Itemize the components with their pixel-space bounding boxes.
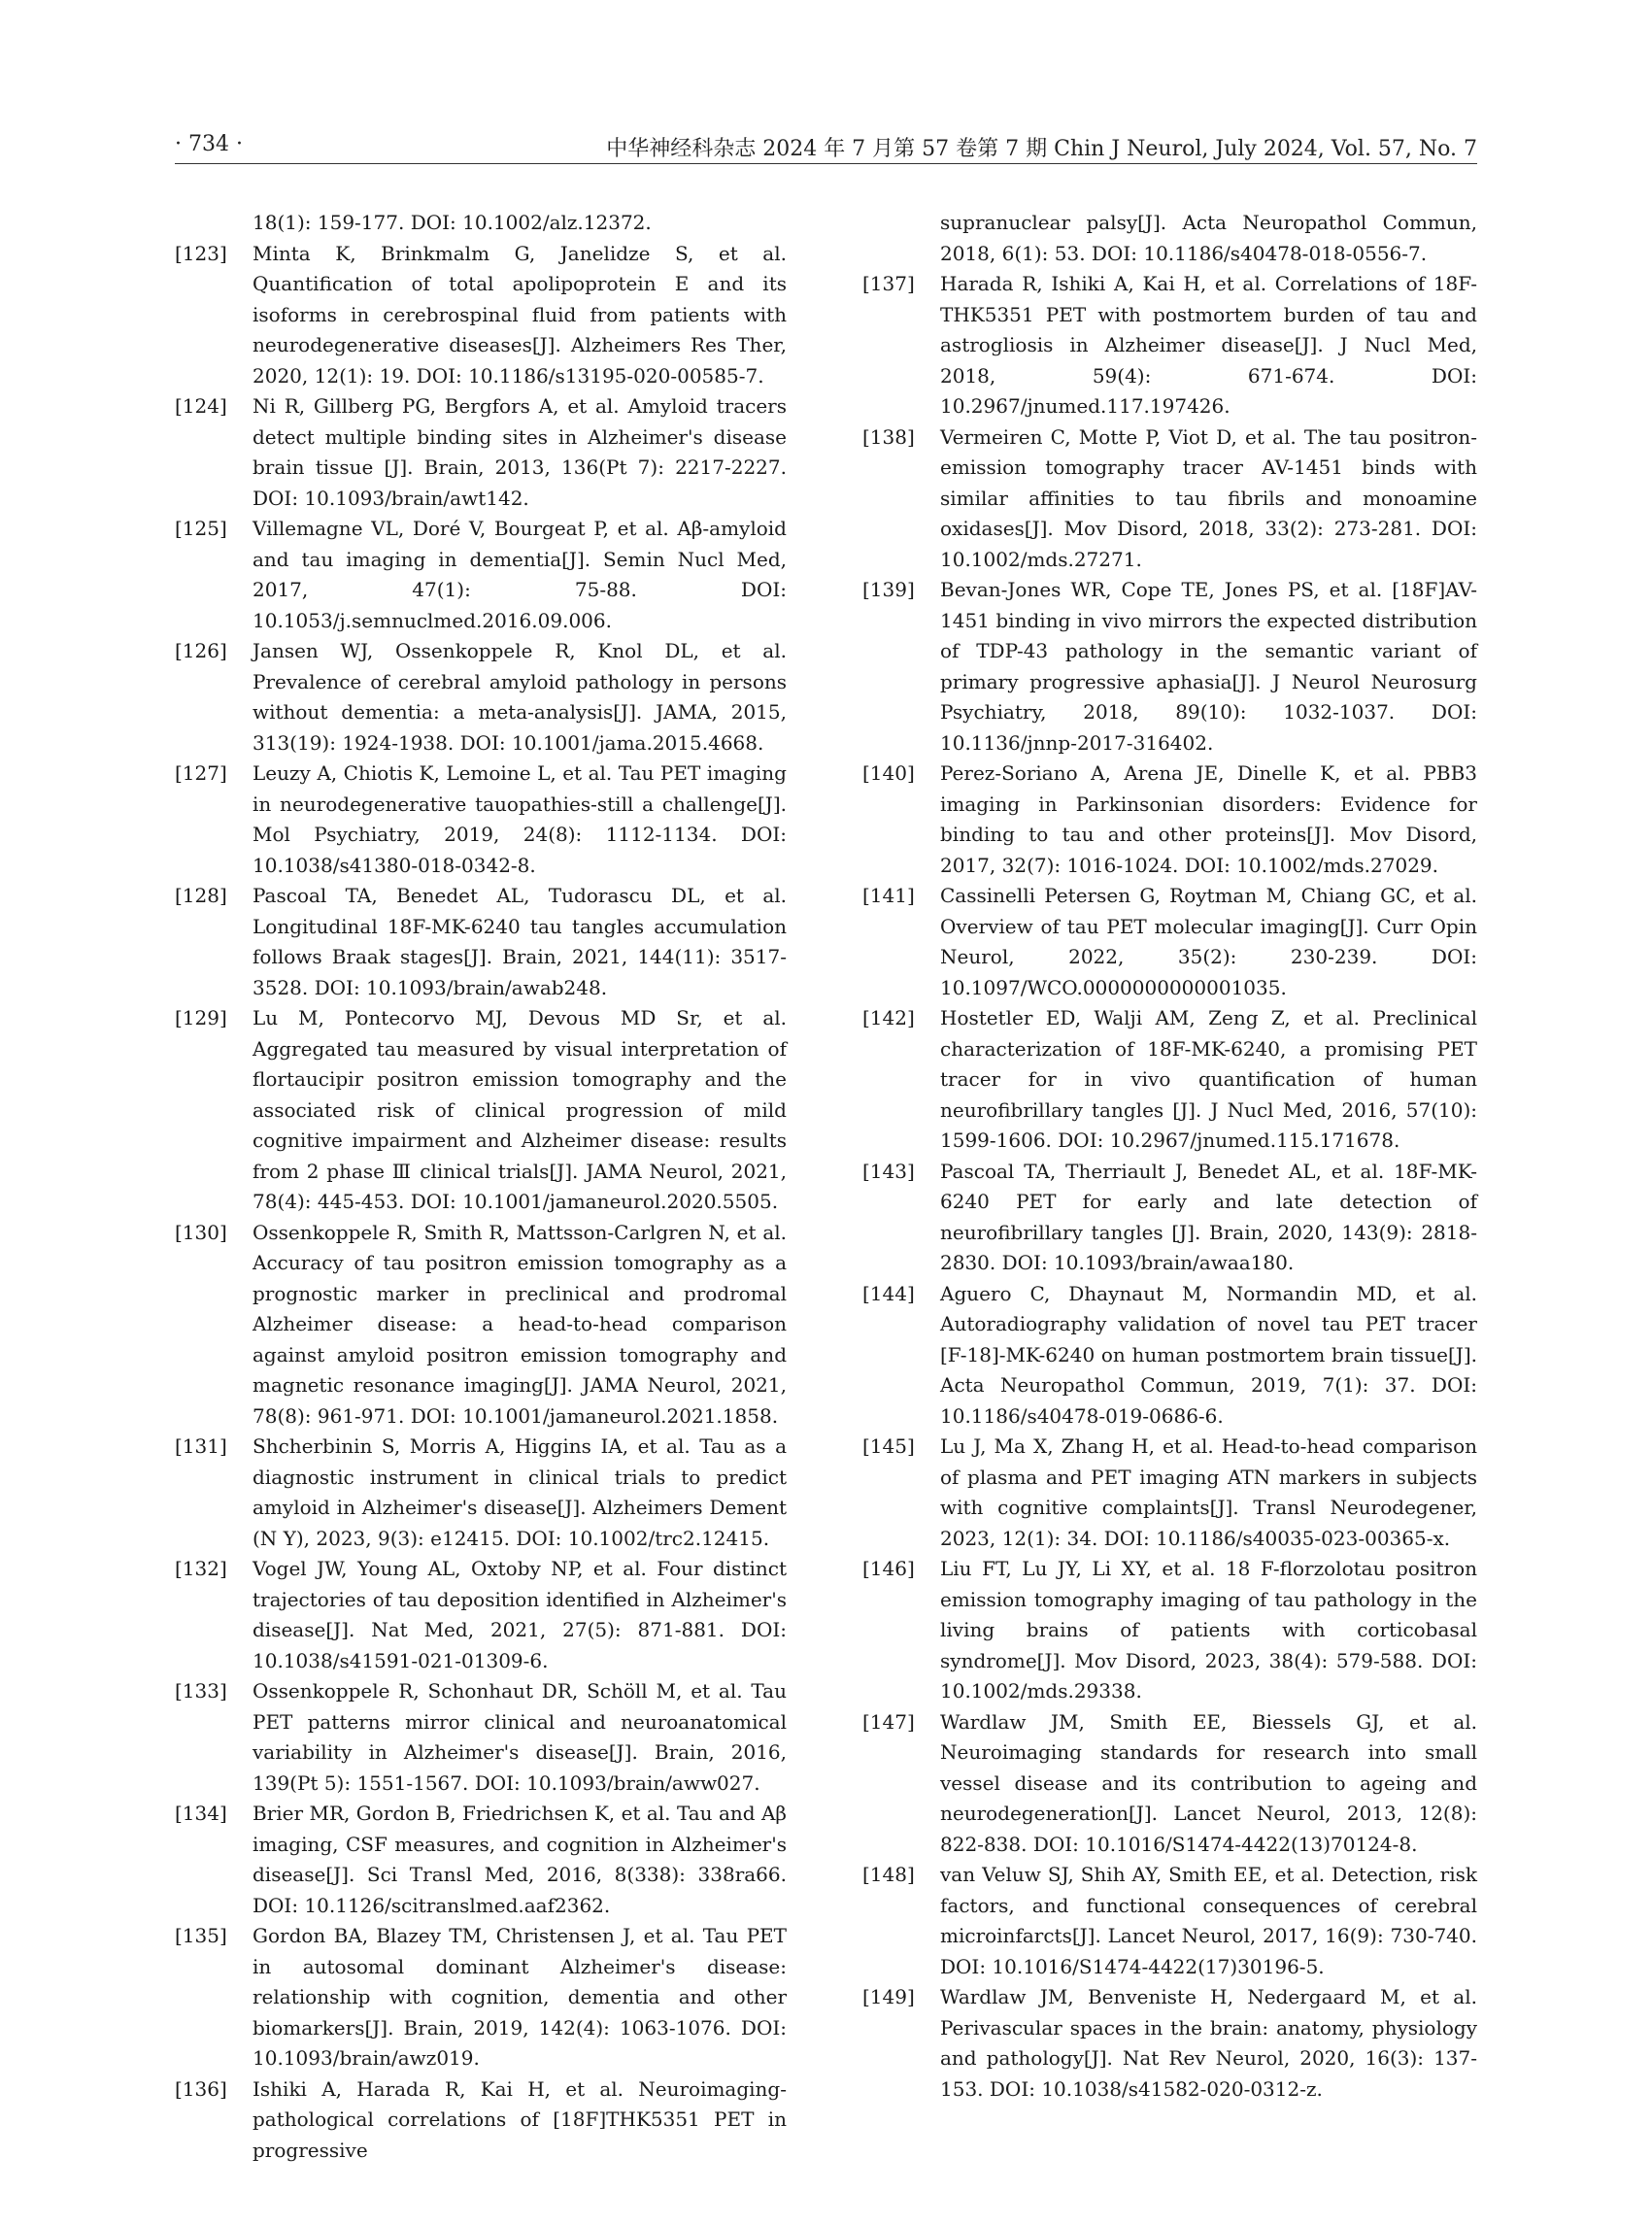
reference-item (175, 759, 787, 881)
reference-text: Brier MR, Gordon B, Friedrichsen K, et al. Tau and Aβ imaging, CSF measures, and cognition in Alzheimer's disease[J]. Sci Transl Med, 2016, 8(338): 338ra66. DOI: 10.1126/scitranslmed.aaf2362. (253, 1802, 787, 1917)
reference-number: [130] (175, 1220, 227, 1244)
reference-number: [134] (175, 1802, 227, 1825)
reference-number: [124] (175, 394, 227, 418)
reference-number: [144] (862, 1281, 915, 1305)
reference-item (175, 1003, 787, 1218)
reference-text: Lu J, Ma X, Zhang H, et al. Head-to-head comparison of plasma and PET imaging ATN markers in subjects with cognitive complaints[J]. Transl Neurodegener, 2023, 12(1): 34. DOI: 10.1186/s40035-023-00365-x. (940, 1434, 1477, 1550)
reference-item (175, 636, 787, 759)
reference-item (175, 1799, 787, 1921)
reference-text: Bevan-Jones WR, Cope TE, Jones PS, et al. [18F]AV-1451 binding in vivo mirrors the expected distribution of TDP-43 pathology in the semantic variant of primary progressive aphasia[J]. J Neurol Neurosurg Psychiatry, 2018, 89(10): 1032-1037. DOI: 10.1136/jnnp-2017-316402. (940, 578, 1477, 755)
reference-number: [131] (175, 1434, 227, 1458)
reference-text: Aguero C, Dhaynaut M, Normandin MD, et al. Autoradiography validation of novel tau PET tracer [F-18]-MK-6240 on human postmortem brain tissue[J]. Acta Neuropathol Commun, 2019, 7(1): 37. DOI: 10.1186/s40478-019-0686-6. (940, 1281, 1477, 1428)
reference-number: [136] (175, 2076, 227, 2101)
reference-number: [132] (175, 1557, 227, 1580)
reference-text: Ossenkoppele R, Schonhaut DR, Schöll M, et al. Tau PET patterns mirror clinical and neuroanatomical variability in Alzheimer's disease[J]. Brain, 2016, 139(Pt 5): 1551-1567. DOI: 10.1093/brain/aww027. (253, 1679, 787, 1795)
reference-number: [139] (862, 578, 915, 601)
reference-number: [143] (862, 1159, 915, 1183)
reference-text: Cassinelli Petersen G, Roytman M, Chiang GC, et al. Overview of tau PET molecular imaging[J]. Curr Opin Neurol, 2022, 35(2): 230-239. DOI: 10.1097/WCO.0000000000001035. (940, 884, 1477, 999)
reference-text: Perez-Soriano A, Arena JE, Dinelle K, et al. PBB3 imaging in Parkinsonian disorders: Evidence for binding to tau and other proteins[J]. Mov Disord, 2017, 32(7): 1016-1024. DOI: 10.1002/mds.27029. (940, 761, 1477, 877)
reference-item (862, 1982, 1477, 2105)
reference-number: [126] (175, 639, 227, 662)
reference-number: [127] (175, 761, 227, 785)
reference-item (862, 1003, 1477, 1157)
reference-list-right (862, 269, 1477, 2105)
reference-number: [146] (862, 1557, 915, 1580)
reference-text: Hostetler ED, Walji AM, Zeng Z, et al. Preclinical characterization of 18F-MK-6240, a promising PET tracer for in vivo quantification of human neurofibrillary tangles [J]. J Nucl Med, 2016, 57(10): 1599-1606. DOI: 10.2967/jnumed.115.171678. (940, 1006, 1477, 1152)
reference-item (862, 1432, 1477, 1554)
reference-text: Villemagne VL, Doré V, Bourgeat P, et al. Aβ-amyloid and tau imaging in dementia[J]. Semin Nucl Med, 2017, 47(1): 75-88. DOI: 10.1053/j.semnuclmed.2016.09.006. (253, 517, 787, 632)
reference-item (862, 269, 1477, 422)
reference-text: Wardlaw JM, Smith EE, Biessels GJ, et al. Neuroimaging standards for research into small vessel disease and its contribution to ageing and neurodegeneration[J]. Lancet Neurol, 2013, 12(8): 822-838. DOI: 10.1016/S1474-4422(13)70124-8. (940, 1709, 1477, 1856)
reference-item (862, 1860, 1477, 1982)
reference-text: van Veluw SJ, Shih AY, Smith EE, et al. Detection, risk factors, and functional consequences of cerebral microinfarcts[J]. Lancet Neurol, 2017, 16(9): 730-740. DOI: 10.1016/S1474-4422(17)30196-5. (940, 1863, 1477, 1978)
reference-text: Shcherbinin S, Morris A, Higgins IA, et al. Tau as a diagnostic instrument in clinical trials to predict amyloid in Alzheimer's disease[J]. Alzheimers Dement (N Y), 2023, 9(3): e12415. DOI: 10.1002/trc2.12415. (253, 1434, 787, 1550)
reference-text: Pascoal TA, Therriault J, Benedet AL, et al. 18F-MK-6240 PET for early and late detection of neurofibrillary tangles [J]. Brain, 2020, 143(9): 2818-2830. DOI: 10.1093/brain/awaa180. (940, 1159, 1477, 1274)
reference-text: Ishiki A, Harada R, Kai H, et al. Neuroimaging-pathological correlations of [18F]THK5351 PET in progressive (253, 2076, 787, 2162)
reference-text: Harada R, Ishiki A, Kai H, et al. Correlations of 18F-THK5351 PET with postmortem burden of tau and astrogliosis in Alzheimer disease[J]. J Nucl Med, 2018, 59(4): 671-674. DOI: 10.2967/jnumed.117.197426. (940, 272, 1477, 418)
reference-item (175, 1432, 787, 1554)
reference-item (862, 422, 1477, 576)
reference-text: Vermeiren C, Motte P, Viot D, et al. The tau positron-emission tomography tracer AV-1451 binds with similar affinities to tau fibrils and monoamine oxidases[J]. Mov Disord, 2018, 33(2): 273-281. DOI: 10.1002/mds.27271. (940, 424, 1477, 571)
reference-column-right (862, 208, 1477, 2105)
reference-item (862, 1554, 1477, 1707)
reference-text: Liu FT, Lu JY, Li XY, et al. 18 F-florzolotau positron emission tomography imaging of tau pathology in the living brains of patients with corticobasal syndrome[J]. Mov Disord, 2023, 38(4): 579-588. DOI: 10.1002/mds.29338. (940, 1557, 1477, 1702)
reference-number: [145] (862, 1434, 915, 1458)
reference-text: Leuzy A, Chiotis K, Lemoine L, et al. Tau PET imaging in neurodegenerative tauopathies-still a challenge[J]. Mol Psychiatry, 2019, 24(8): 1112-1134. DOI: 10.1038/s41380-018-0342-8. (253, 761, 787, 877)
reference-text: Lu M, Pontecorvo MJ, Devous MD Sr, et al. Aggregated tau measured by visual interpretation of flortaucipir positron emission tomography and the associated risk of clinical progression of mild cognitive impairment and Alzheimer disease: results from 2 phase Ⅲ clinical trials[J]. JAMA Neurol, 2021, 78(4): 445-453. DOI: 10.1001/jamaneurol.2020.5505. (253, 1006, 787, 1213)
reference-item (175, 1554, 787, 1676)
reference-text: Wardlaw JM, Benveniste H, Nedergaard M, et al. Perivascular spaces in the brain: anatomy, physiology and pathology[J]. Nat Rev Neurol, 2020, 16(3): 137-153. DOI: 10.1038/s41582-020-0312-z. (940, 1985, 1477, 2101)
reference-continuation: supranuclear palsy[J]. Acta Neuropathol Commun, 2018, 6(1): 53. DOI: 10.1186/s40478-018-0556-7. (940, 211, 1477, 265)
reference-item (175, 1218, 787, 1433)
reference-item (862, 1707, 1477, 1861)
reference-number: [138] (862, 424, 915, 449)
reference-number: [128] (175, 884, 227, 907)
reference-number: [129] (175, 1006, 227, 1029)
reference-number: [133] (175, 1679, 227, 1702)
reference-item (862, 1279, 1477, 1433)
reference-text: Ni R, Gillberg PG, Bergfors A, et al. Amyloid tracers detect multiple binding sites in Alzheimer's disease brain tissue [J]. Brain, 2013, 136(Pt 7): 2217-2227. DOI: 10.1093/brain/awt142. (253, 394, 787, 510)
reference-text: Jansen WJ, Ossenkoppele R, Knol DL, et al. Prevalence of cerebral amyloid pathology in persons without dementia: a meta-analysis[J]. JAMA, 2015, 313(19): 1924-1938. DOI: 10.1001/jama.2015.4668. (253, 639, 787, 755)
reference-item (175, 514, 787, 636)
reference-number: [123] (175, 241, 227, 265)
reference-number: [147] (862, 1709, 915, 1734)
page-header (175, 132, 1477, 164)
reference-continuation: 18(1): 159-177. DOI: 10.1002/alz.12372. (253, 211, 652, 234)
reference-text: Gordon BA, Blazey TM, Christensen J, et al. Tau PET in autosomal dominant Alzheimer's disease: relationship with cognition, dementia and other biomarkers[J]. Brain, 2019, 142(4): 1063-1076. DOI: 10.1093/brain/awz019. (253, 1924, 787, 2070)
page-number: · 734 · (175, 132, 243, 156)
reference-item (175, 391, 787, 514)
reference-item (862, 1157, 1477, 1279)
reference-number: [125] (175, 517, 227, 540)
reference-number: [149] (862, 1985, 915, 2008)
reference-item (175, 1676, 787, 1799)
reference-text: Pascoal TA, Benedet AL, Tudorascu DL, et al. Longitudinal 18F-MK-6240 tau tangles accumulation follows Braak stages[J]. Brain, 2021, 144(11): 3517-3528. DOI: 10.1093/brain/awab248. (253, 884, 787, 999)
reference-item (862, 759, 1477, 881)
reference-column-left (175, 208, 787, 2166)
reference-number: [148] (862, 1863, 915, 1886)
reference-number: [140] (862, 761, 915, 785)
reference-item (175, 2074, 787, 2167)
running-title: 中华神经科杂志 2024 年 7 月第 57 卷第 7 期 Chin J Neurol, July 2024, Vol. 57, No. 7 (606, 137, 1477, 161)
reference-item (862, 881, 1477, 1003)
reference-item (175, 1921, 787, 2074)
reference-number: [142] (862, 1006, 915, 1029)
reference-text: Ossenkoppele R, Smith R, Mattsson-Carlgren N, et al. Accuracy of tau positron emission tomography as a prognostic marker in preclinical and prodromal Alzheimer disease: a head-to-head comparison against amyloid positron emission tomography and magnetic resonance imaging[J]. JAMA Neurol, 2021, 78(8): 961-971. DOI: 10.1001/jamaneurol.2021.1858. (253, 1220, 787, 1428)
reference-number: [141] (862, 884, 915, 907)
reference-item (175, 239, 787, 392)
reference-number: [137] (862, 272, 915, 295)
reference-number: [135] (175, 1924, 227, 1947)
reference-text: Vogel JW, Young AL, Oxtoby NP, et al. Four distinct trajectories of tau deposition identified in Alzheimer's disease[J]. Nat Med, 2021, 27(5): 871-881. DOI: 10.1038/s41591-021-01309-6. (253, 1557, 787, 1672)
reference-item (862, 575, 1477, 759)
reference-list-left (175, 239, 787, 2167)
reference-text: Minta K, Brinkmalm G, Janelidze S, et al. Quantification of total apolipoprotein E and its isoforms in cerebrospinal fluid from patients with neurodegenerative diseases[J]. Alzheimers Res Ther, 2020, 12(1): 19. DOI: 10.1186/s13195-020-00585-7. (253, 241, 787, 388)
reference-item (175, 881, 787, 1003)
